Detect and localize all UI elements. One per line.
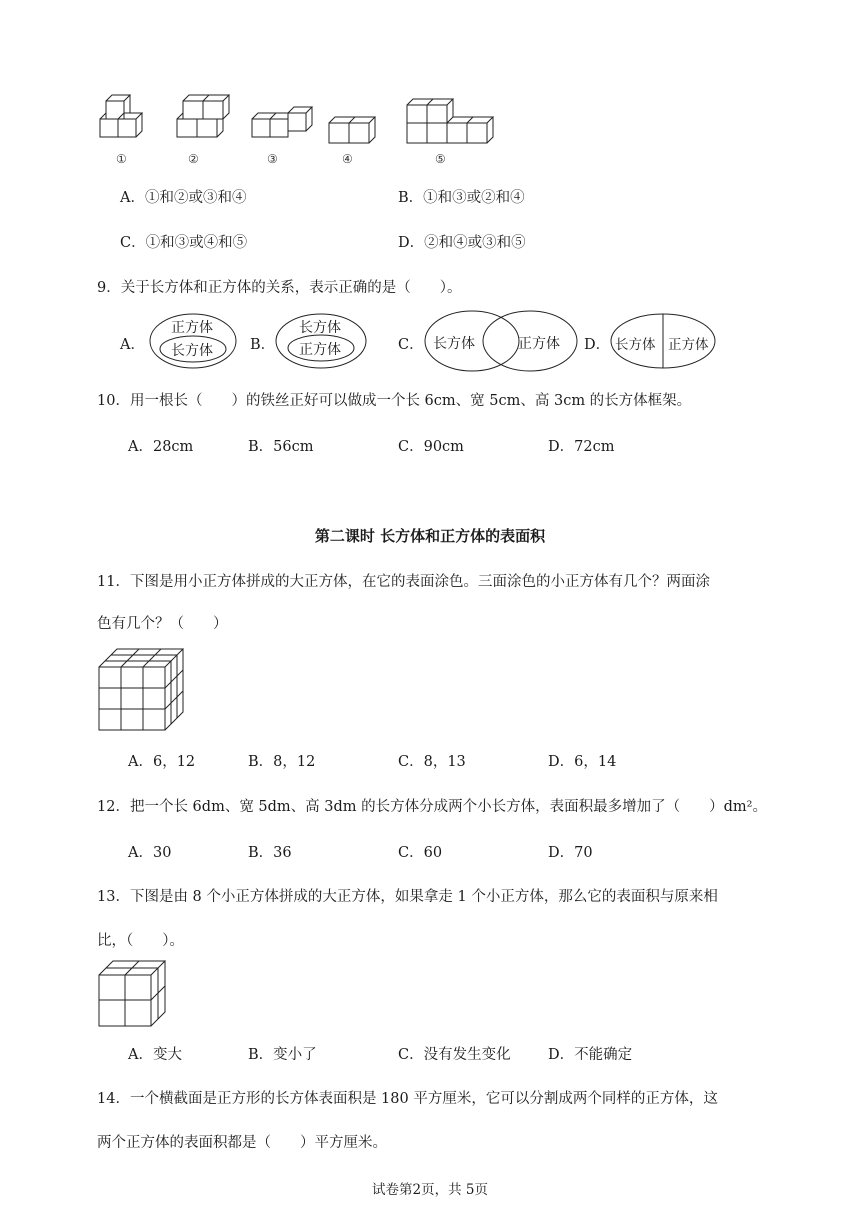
q10-stem: 10．用一根长（ ）的铁丝正好可以做成一个长 6cm、宽 5cm、高 3cm 的长方体框架。 (97, 393, 692, 409)
q8-figure-2 (176, 92, 236, 148)
option-letter: D． (398, 235, 425, 251)
option-letter: A． (128, 1047, 153, 1063)
q13-option-d[interactable] (548, 1043, 632, 1064)
q10-option-c[interactable] (398, 435, 464, 456)
section-title: 第二课时 长方体和正方体的表面积 (314, 527, 546, 545)
option-letter: C． (398, 439, 424, 455)
option-text: 72cm (574, 439, 615, 455)
q12-option-a[interactable] (128, 841, 171, 862)
option-letter: B． (248, 439, 274, 455)
q9-stem: 9．关于长方体和正方体的关系，表示正确的是（ ）。 (97, 280, 462, 296)
q13-option-b[interactable] (248, 1043, 317, 1064)
q12-stem: 12．把一个长 6dm、宽 5dm、高 3dm 的长方体分成两个小长方体，表面积最多增加了（ ）dm²。 (97, 799, 767, 815)
q12-option-c[interactable] (398, 841, 442, 862)
option-letter: D． (548, 754, 575, 770)
option-text: 没有发生变化 (423, 1047, 511, 1063)
option-text: 6，14 (574, 754, 617, 770)
option-text: 56cm (273, 439, 314, 455)
option-letter: C． (398, 754, 424, 770)
option-text: ①和③或②和④ (423, 190, 525, 206)
option-text: 8，12 (273, 754, 316, 770)
q9-b-inner-label: 正方体 (299, 342, 341, 358)
q9-option-c-letter[interactable]: C． (398, 337, 424, 353)
option-letter: A． (128, 439, 153, 455)
q13-stem-line2: 比，（ ）。 (97, 933, 184, 949)
option-text: 不能确定 (574, 1047, 633, 1063)
q8-label-4: ④ (342, 152, 353, 166)
option-text: ①和②或③和④ (144, 190, 247, 206)
q13-stem-line1: 13．下图是由 8 个小正方体拼成的大正方体，如果拿走 1 个小正方体，那么它的表面积与原来相 (97, 889, 718, 905)
q8-figure-1 (99, 92, 155, 148)
option-letter: A． (120, 190, 145, 206)
q11-option-a[interactable] (128, 750, 195, 771)
q9-option-b-letter[interactable]: B． (250, 337, 276, 353)
q9-option-a-letter[interactable]: A． (120, 337, 145, 353)
q11-option-b[interactable] (248, 750, 315, 771)
option-text: 60 (423, 845, 443, 861)
option-letter: B． (248, 845, 274, 861)
q8-figure-4 (328, 114, 378, 148)
q9-a-outer-label: 正方体 (171, 320, 213, 336)
option-letter: A． (128, 845, 153, 861)
q12-option-b[interactable] (248, 841, 292, 862)
q10-option-d[interactable] (548, 435, 614, 456)
q11-option-d[interactable] (548, 750, 616, 771)
option-text: 变小了 (273, 1047, 317, 1063)
option-text: 28cm (152, 439, 194, 455)
q13-option-c[interactable] (398, 1043, 511, 1064)
option-letter: D． (548, 845, 575, 861)
q10-option-a[interactable] (128, 435, 193, 456)
q9-d-left-label: 长方体 (615, 337, 656, 353)
q8-label-2: ② (188, 152, 199, 166)
q9-d-right-label: 正方体 (668, 337, 709, 353)
q8-label-1: ① (116, 152, 127, 166)
option-text: ①和③或④和⑤ (145, 235, 248, 251)
option-text: 90cm (423, 439, 464, 455)
q9-c-left-label: 长方体 (433, 336, 475, 352)
option-text: 6，12 (152, 754, 196, 770)
option-text: 36 (273, 845, 292, 861)
option-letter: B． (248, 754, 274, 770)
q11-stem-line2: 色有几个？（ ） (97, 616, 228, 632)
option-letter: D． (548, 1047, 575, 1063)
option-letter: B． (248, 1047, 274, 1063)
option-text: 变大 (152, 1047, 182, 1063)
q14-stem-line1: 14．一个横截面是正方形的长方体表面积是 180 平方厘米，它可以分割成两个同样的正方体，这 (97, 1091, 718, 1107)
option-letter: C． (398, 845, 424, 861)
q14-stem-line2: 两个正方体的表面积都是（ ）平方厘米。 (97, 1135, 387, 1151)
q13-cube-figure (98, 960, 168, 1028)
option-letter: C． (120, 235, 146, 251)
option-text: 30 (152, 845, 172, 861)
option-letter: A． (128, 754, 153, 770)
q12-option-d[interactable] (548, 841, 593, 862)
q9-a-inner-label: 长方体 (171, 343, 213, 359)
q8-option-b[interactable] (398, 186, 525, 207)
q11-stem-line1: 11．下图是用小正方体拼成的大正方体，在它的表面涂色。三面涂色的小正方体有几个？两面涂 (97, 574, 710, 590)
q11-cube-figure (98, 648, 190, 732)
q8-option-a[interactable] (120, 186, 246, 207)
option-text: ②和④或③和⑤ (424, 235, 526, 251)
q9-option-d-letter[interactable]: D． (584, 337, 611, 353)
option-letter: B． (398, 190, 424, 206)
q9-c-right-label: 正方体 (518, 336, 560, 352)
q11-option-c[interactable] (398, 750, 466, 771)
q8-figure-3 (251, 108, 313, 148)
q8-option-c[interactable] (120, 231, 247, 252)
q8-figure-5 (406, 98, 492, 148)
q13-option-a[interactable] (128, 1043, 182, 1064)
q9-b-outer-label: 长方体 (299, 320, 341, 336)
q10-option-b[interactable] (248, 435, 313, 456)
q8-label-5: ⑤ (435, 152, 446, 166)
option-text: 8，13 (423, 754, 466, 770)
page-footer: 试卷第2页，共 5页 (372, 1182, 488, 1198)
option-text: 70 (574, 845, 593, 861)
q8-option-d[interactable] (398, 231, 526, 252)
option-letter: C． (398, 1047, 424, 1063)
option-letter: D． (548, 439, 575, 455)
q8-label-3: ③ (267, 152, 278, 166)
